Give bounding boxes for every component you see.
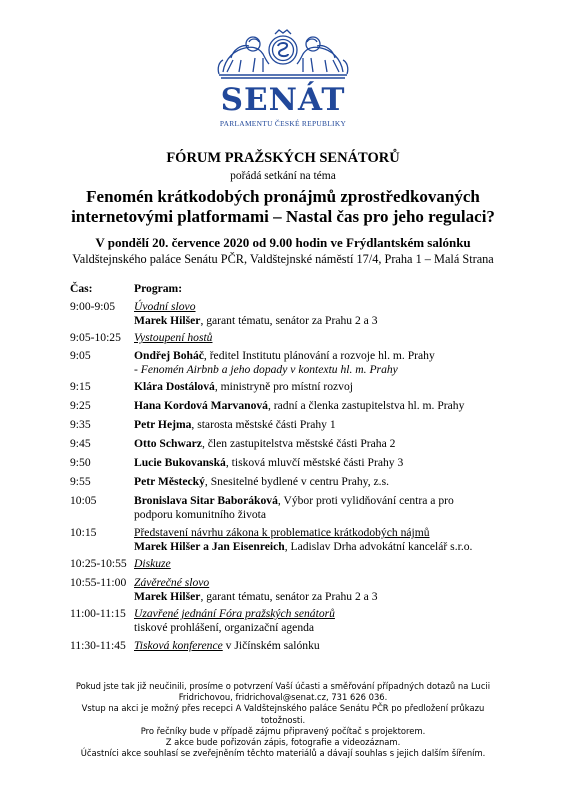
program-time: 11:30-11:45 — [70, 639, 126, 652]
speaker-role: , garant tématu, senátor za Prahu 2 a 3 — [200, 590, 378, 603]
footer-line: Pokud jste tak již neučinili, prosíme o potvrzení Vaší účasti a směřování případných dotazů na Lucii — [75, 681, 491, 691]
speaker-role: , Ladislav Drha advokátní kancelář s.r.o. — [284, 540, 473, 553]
speaker-name: Marek Hilšer — [134, 590, 201, 603]
program-time: 11:00-11:15 — [70, 607, 126, 620]
program-item-title: Uzavřené jednání Fóra pražských senátorů — [134, 607, 335, 620]
speaker-name: Lucie Bukovanská — [134, 456, 226, 469]
footer-line: Pro řečníky bude v případě zájmu připravený počítač s projektorem. — [140, 725, 426, 736]
speaker-role: , Snesitelné bydlené v centru Prahy, z.s. — [204, 475, 389, 488]
speaker-name: Petr Městecký — [134, 475, 205, 488]
program-time: 10:15 — [70, 526, 97, 539]
footer-line: Účastníci akce souhlasí se zveřejněním těchto materiálů a dávají souhlas s jejich dalším šířením. — [80, 748, 486, 759]
senate-emblem-icon — [213, 28, 353, 82]
speaker-role: , starosta městské části Prahy 1 — [191, 418, 336, 431]
speaker-role: , tisková mluvčí městské části Prahy 3 — [225, 456, 404, 469]
program-item-title: Závěrečné slovo — [134, 576, 210, 589]
senate-logo — [0, 28, 566, 138]
program-item-detail: v Jičínském salónku — [222, 639, 320, 652]
speaker-name: Ondřej Boháč — [134, 349, 204, 362]
program-time: 10:55-11:00 — [70, 576, 127, 589]
speaker-role: , člen zastupitelstva městské části Praha 2 — [201, 437, 396, 450]
program-time: 9:05-10:25 — [70, 331, 121, 344]
program-time: 9:50 — [70, 456, 91, 469]
event-title-line-1: Fenomén krátkodobých pronájmů zprostředkovaných — [86, 187, 480, 206]
program-item-title: Diskuze — [134, 557, 171, 570]
speaker-role: , ředitel Institutu plánování a rozvoje hl. m. Prahy — [203, 349, 435, 362]
program-time: 9:45 — [70, 437, 91, 450]
invite-line: pořádá setkání na téma — [230, 170, 336, 182]
program-item-title: Tisková konference — [134, 639, 223, 652]
footer-line: Vstup na akci je možný přes recepci A Valdštejnského paláce Senátu PČR po předložení průkazu — [81, 703, 485, 714]
program-time: 10:05 — [70, 494, 97, 507]
footer-line: Z akce bude pořizován zápis, fotografie a videozáznam. — [165, 737, 401, 748]
speaker-name: Petr Hejma — [134, 418, 192, 431]
event-venue: Valdštejnského paláce Senátu PČR, Valdštejnské náměstí 17/4, Praha 1 – Malá Strana — [72, 252, 494, 266]
program-time: 9:35 — [70, 418, 91, 431]
footer-notes — [60, 681, 506, 759]
speaker-role-continued: podporu komunitního života — [134, 508, 267, 521]
footer-line: Fridrichovou, fridrichoval@senat.cz, 731 626 036. — [178, 692, 388, 703]
senate-subtitle: PARLAMENTU ČESKÉ REPUBLIKY — [219, 119, 347, 128]
speaker-role: , ministryně pro místní rozvoj — [214, 380, 353, 393]
event-date: V pondělí 20. července 2020 od 9.00 hodin ve Frýdlantském salónku — [95, 235, 471, 250]
program-time: 9:55 — [70, 475, 91, 488]
speaker-name: Marek Hilšer a Jan Eisenreich — [134, 540, 285, 553]
speaker-role: , radní a členka zastupitelstva hl. m. Prahy — [267, 399, 465, 412]
senate-wordmark: SENÁT — [220, 82, 346, 118]
program-time: 9:05 — [70, 349, 91, 362]
time-column-header: Čas: — [70, 282, 93, 295]
program-time: 9:25 — [70, 399, 91, 412]
program-time: 10:25-10:55 — [70, 557, 127, 570]
program-column-header: Program: — [134, 282, 183, 295]
talk-topic: - Fenomén Airbnb a jeho dopady v kontextu hl. m. Prahy — [134, 363, 398, 376]
speaker-name: Klára Dostálová — [134, 380, 215, 393]
speaker-role: , garant tématu, senátor za Prahu 2 a 3 — [200, 314, 378, 327]
speaker-role: , Výbor proti vylidňování centra a pro — [277, 494, 454, 507]
program-time: 9:00-9:05 — [70, 300, 116, 313]
program-item-detail: tiskové prohlášení, organizační agenda — [134, 621, 315, 634]
speaker-name: Hana Kordová Marvanová — [134, 399, 268, 412]
event-title-line-2: internetovými platformami – Nastal čas pro jeho regulaci? — [71, 207, 495, 226]
program-item-title: Úvodní slovo — [134, 300, 196, 313]
footer-line: totožnosti. — [260, 714, 306, 725]
speaker-name: Bronislava Sitar Baboráková — [134, 494, 278, 507]
program-item-title: Vystoupení hostů — [134, 331, 213, 344]
speaker-name: Otto Schwarz — [134, 437, 202, 450]
speaker-name: Marek Hilšer — [134, 314, 201, 327]
program-time: 9:15 — [70, 380, 91, 393]
program-item-title: Představení návrhu zákona k problematice krátkodobých nájmů — [134, 526, 430, 539]
forum-heading: FÓRUM PRAŽSKÝCH SENÁTORŮ — [166, 150, 400, 166]
